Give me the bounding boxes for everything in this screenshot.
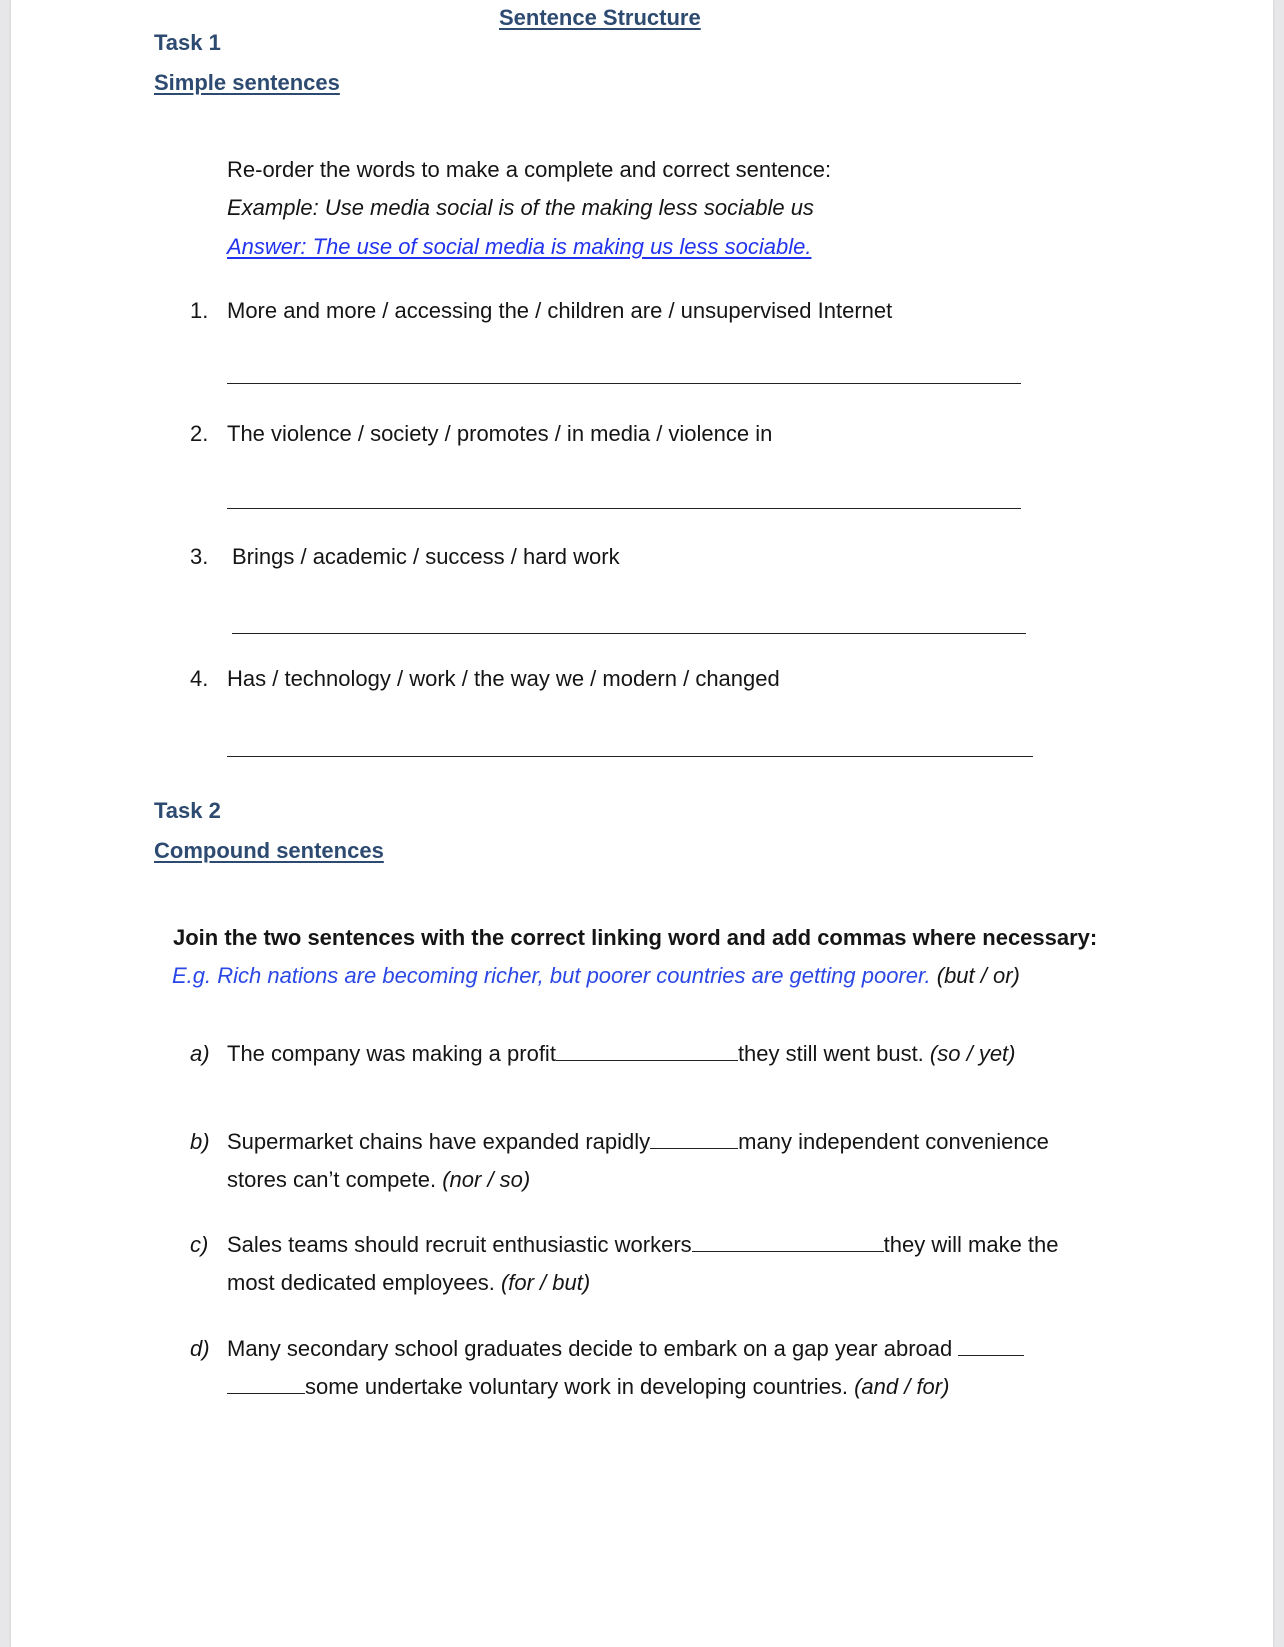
item2-number: 2. <box>190 421 209 446</box>
item-d-options: (and / for) <box>854 1374 950 1399</box>
task2-example <box>172 963 1020 989</box>
item-a-line1 <box>227 1041 1016 1067</box>
worksheet-page <box>11 0 1273 1647</box>
item-c-line1 <box>227 1232 1059 1258</box>
item-c-after: they will make the <box>883 1232 1059 1257</box>
item-a-blank[interactable] <box>556 1042 738 1061</box>
item-b-letter: b) <box>190 1129 210 1154</box>
item-b-line1 <box>227 1129 1049 1155</box>
task1-answer: Answer: The use of social media is making us less sociable. <box>227 234 812 259</box>
example-link-word: but <box>549 963 581 988</box>
task1-instruction: Re-order the words to make a complete and correct sentence: <box>227 157 832 182</box>
item-d-line2 <box>227 1374 949 1400</box>
item4-text: Has / technology / work / the way we / modern / changed <box>227 666 780 691</box>
item-d-blank-end[interactable] <box>958 1337 1024 1356</box>
item-b-before: Supermarket chains have expanded rapidly <box>227 1129 651 1154</box>
item-c-before: Sales teams should recruit enthusiastic workers <box>227 1232 692 1257</box>
item1-number: 1. <box>190 298 209 323</box>
item-b-blank[interactable] <box>650 1130 738 1149</box>
item2-answer-line[interactable] <box>227 508 1021 509</box>
item-c-options: (for / but) <box>500 1270 591 1295</box>
document-title: Sentence Structure <box>499 5 701 30</box>
item-a-after: they still went bust. <box>737 1041 930 1066</box>
item-c-line2 <box>227 1270 590 1296</box>
item-d-line1 <box>227 1336 1024 1362</box>
item-d-letter: d) <box>190 1336 210 1361</box>
item-a-letter: a) <box>190 1041 210 1066</box>
item-c-blank[interactable] <box>692 1233 884 1252</box>
item-c-line2-text: most dedicated employees. <box>227 1270 501 1295</box>
example-prefix: E.g. Rich nations are becoming richer, <box>172 963 550 988</box>
item4-number: 4. <box>190 666 209 691</box>
task1-label: Task 1 <box>154 30 221 55</box>
task2-title: Compound sentences <box>154 838 384 863</box>
item-b-options: (nor / so) <box>442 1167 531 1192</box>
task1-example: Example: Use media social is of the making less sociable us <box>227 195 814 220</box>
example-options: (but / or) <box>936 963 1020 988</box>
task1-title: Simple sentences <box>154 70 340 95</box>
item-d-after: some undertake voluntary work in developing countries. <box>305 1374 855 1399</box>
example-suffix: poorer countries are getting poorer. <box>580 963 931 988</box>
item3-text: Brings / academic / success / hard work <box>232 544 620 569</box>
item-a-options: (so / yet) <box>929 1041 1016 1066</box>
item-d-before: Many secondary school graduates decide to embark on a gap year abroad <box>227 1336 959 1361</box>
item-b-line2-text: stores can’t compete. <box>227 1167 443 1192</box>
item4-answer-line[interactable] <box>227 756 1033 757</box>
item-d-blank-start[interactable] <box>227 1375 305 1394</box>
item2-text: The violence / society / promotes / in media / violence in <box>227 421 773 446</box>
task2-label: Task 2 <box>154 798 221 823</box>
task2-instruction: Join the two sentences with the correct linking word and add commas where necessary: <box>173 925 1098 950</box>
item3-answer-line[interactable] <box>232 633 1026 634</box>
item-c-letter: c) <box>190 1232 209 1257</box>
item-a-before: The company was making a profit <box>227 1041 556 1066</box>
item-b-line2 <box>227 1167 530 1193</box>
item3-number: 3. <box>190 544 209 569</box>
item1-answer-line[interactable] <box>227 383 1021 384</box>
item1-text: More and more / accessing the / children are / unsupervised Internet <box>227 298 893 323</box>
item-b-after: many independent convenience <box>738 1129 1049 1154</box>
